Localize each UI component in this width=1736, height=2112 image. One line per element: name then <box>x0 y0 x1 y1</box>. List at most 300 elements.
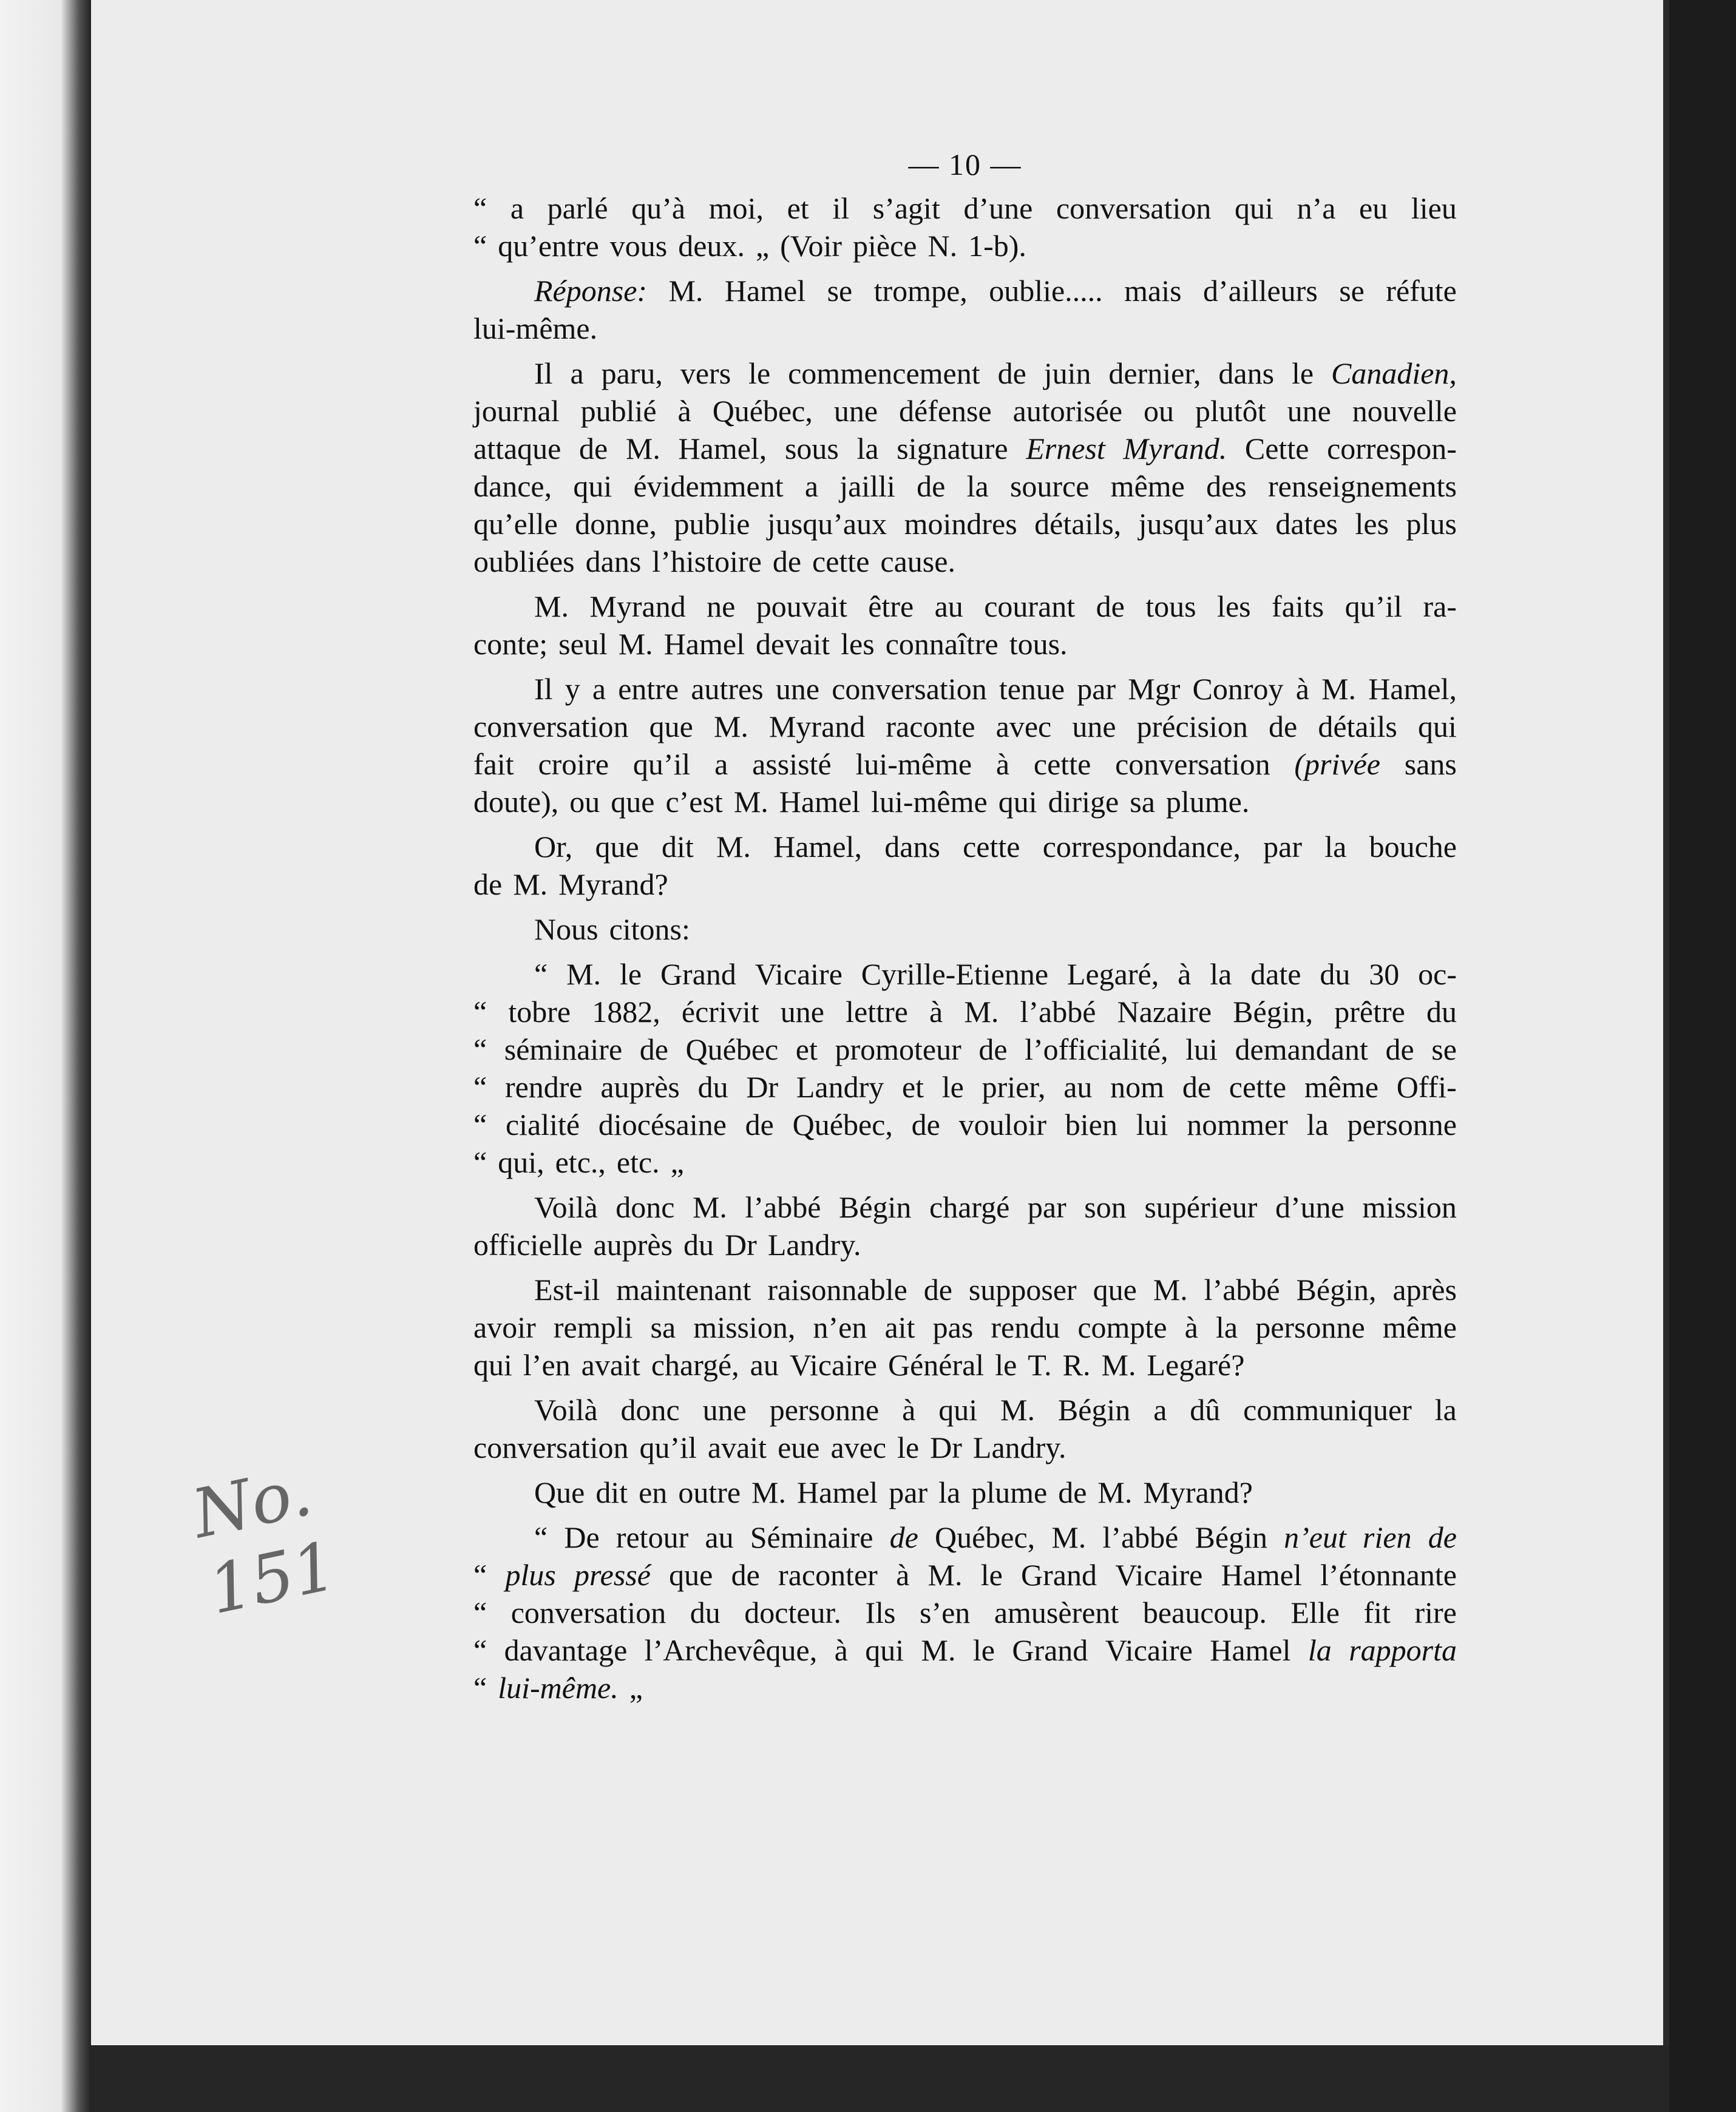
word: communiquer <box>1243 1393 1412 1427</box>
word: qui <box>938 1393 978 1427</box>
text-line <box>473 1391 1457 1429</box>
word: et <box>795 1032 818 1066</box>
text-line <box>473 910 1457 948</box>
word: „ <box>755 229 770 263</box>
word: jusqu’aux <box>767 507 887 541</box>
word: lui <box>1136 1108 1168 1142</box>
word: “ <box>473 1108 487 1142</box>
word: les <box>1355 507 1389 541</box>
word: Que <box>534 1475 585 1509</box>
word: M. <box>668 274 704 308</box>
word: la <box>856 432 879 465</box>
word: chargé, <box>651 1348 739 1382</box>
word: officielle <box>473 1228 583 1262</box>
word: Hamel, <box>1368 672 1457 706</box>
text-line <box>473 1143 1457 1181</box>
word: Bégin <box>839 1190 912 1224</box>
word: eu <box>1359 191 1388 225</box>
word: “ <box>473 191 487 225</box>
word: le <box>1291 356 1314 390</box>
word: n’eut <box>1284 1520 1346 1554</box>
word: avait <box>581 1348 640 1382</box>
word: tenue <box>999 672 1065 706</box>
word: qu’il <box>632 747 691 781</box>
word: y <box>565 672 580 706</box>
text-line <box>473 1669 1457 1707</box>
word: l’abbé <box>1102 1520 1179 1554</box>
word: M. <box>618 627 653 661</box>
word: conte; <box>473 627 548 661</box>
word: moi, <box>708 191 764 225</box>
word: il <box>832 191 850 225</box>
word: citons: <box>609 912 690 946</box>
text-line <box>473 1631 1457 1669</box>
word: lieu <box>1411 191 1457 225</box>
word: ra- <box>1423 589 1457 623</box>
text-line <box>473 745 1457 783</box>
word: de <box>1428 1520 1457 1554</box>
word: ne <box>707 589 736 623</box>
word: “ <box>473 1671 487 1705</box>
word: une <box>833 394 878 428</box>
word: Grand <box>660 957 736 991</box>
text-line <box>473 430 1457 467</box>
word: dernier, <box>1108 356 1201 390</box>
word: rapporta <box>1349 1633 1457 1667</box>
word: mission <box>1362 1190 1457 1224</box>
word: a <box>714 747 728 781</box>
word: la <box>1306 1108 1329 1142</box>
word: deux. <box>678 229 745 263</box>
word: Offi- <box>1396 1070 1457 1104</box>
word: Est-il <box>534 1273 600 1307</box>
word: donc <box>615 1190 675 1224</box>
word: l’abbé <box>745 1190 821 1224</box>
word: qui <box>1235 191 1273 225</box>
word: De <box>564 1520 600 1554</box>
word: 1882, <box>592 995 660 1029</box>
word: rien <box>1363 1520 1412 1554</box>
word: donne, <box>575 507 657 541</box>
word: Bégin <box>1195 1520 1267 1554</box>
word: Myrand. <box>1123 432 1227 465</box>
word: une <box>1072 709 1116 743</box>
word: ou <box>569 785 600 819</box>
word: demandant <box>1235 1032 1368 1066</box>
text-line <box>473 227 1457 265</box>
word: M. <box>751 1475 787 1509</box>
word: vers <box>680 356 731 390</box>
word: pièce <box>853 229 917 263</box>
word: Québec, <box>934 1520 1036 1554</box>
word: même <box>1382 1310 1457 1344</box>
word: avoir <box>473 1310 536 1344</box>
word: Séminaire <box>750 1520 873 1554</box>
word: par <box>889 1475 928 1509</box>
word: tous <box>1145 589 1196 623</box>
word: cette <box>963 830 1020 864</box>
word: Il <box>534 356 553 390</box>
word: parlé <box>547 191 608 225</box>
word: de <box>917 469 946 503</box>
word: du <box>690 1596 721 1630</box>
word: autorisée <box>1012 394 1123 428</box>
word: par <box>1263 830 1302 864</box>
text-line <box>473 670 1457 708</box>
word: que <box>649 709 693 743</box>
word: qui <box>473 1348 512 1382</box>
word: plume. <box>1165 785 1250 819</box>
word: nom <box>1110 1070 1165 1104</box>
word: dans <box>1218 356 1275 390</box>
word: à <box>902 1393 916 1427</box>
word: d’une <box>963 191 1033 225</box>
word: que <box>669 1558 713 1592</box>
word: jusqu’aux <box>1138 507 1258 541</box>
word: de <box>731 1558 760 1592</box>
word: qu’à <box>631 191 686 225</box>
text-line <box>473 354 1457 392</box>
word: correspon- <box>1327 432 1457 465</box>
word: qui <box>865 1633 904 1667</box>
word: doute), <box>473 785 559 819</box>
word: dance, <box>473 469 552 503</box>
text-line <box>473 1429 1457 1466</box>
word: même <box>1304 1070 1379 1104</box>
word: etc., <box>555 1145 606 1179</box>
word: seul <box>558 627 608 661</box>
word: chargé <box>929 1190 1010 1224</box>
word: une <box>1287 394 1331 428</box>
word: qui <box>998 785 1037 819</box>
word: de <box>1385 1032 1414 1066</box>
text-line <box>473 1556 1457 1594</box>
word: a <box>510 191 524 225</box>
word: conversation <box>832 672 987 706</box>
word: l’en <box>523 1348 571 1382</box>
word: s’agit <box>872 191 940 225</box>
word: la <box>1324 830 1347 864</box>
word: du <box>697 1070 728 1104</box>
word: M. <box>921 1633 956 1667</box>
word: à <box>834 1633 848 1667</box>
word: Ernest <box>1026 432 1105 465</box>
text-line <box>473 1346 1457 1384</box>
word: journal <box>473 394 560 428</box>
page-text <box>473 146 1457 1707</box>
word: Dr <box>746 1070 779 1104</box>
word: personne <box>1347 1108 1457 1142</box>
word: faits <box>1272 589 1324 623</box>
word: du <box>1426 995 1457 1029</box>
word: dates <box>1275 507 1338 541</box>
word: “ <box>473 1070 487 1104</box>
word: M. <box>927 1558 963 1592</box>
word: sa <box>1130 785 1155 819</box>
text-line <box>473 587 1457 625</box>
text-line <box>473 1308 1457 1346</box>
word: juin <box>1043 356 1091 390</box>
word: Hamel <box>797 1475 878 1509</box>
text-line <box>473 865 1457 903</box>
word: donc <box>620 1393 680 1427</box>
word: a <box>1153 1393 1167 1427</box>
word: fait <box>473 747 514 781</box>
word: dit <box>661 830 694 864</box>
word: “ <box>473 1032 487 1066</box>
text-line <box>473 1474 1457 1511</box>
word: la <box>1210 957 1232 991</box>
word: le <box>897 1430 920 1464</box>
word: de <box>1058 1475 1087 1509</box>
word: défense <box>898 394 992 428</box>
word: à <box>929 995 943 1029</box>
word: de <box>579 432 608 465</box>
word: signature <box>897 432 1008 465</box>
text-line <box>473 392 1457 430</box>
word: M. <box>716 830 751 864</box>
word: la <box>1307 1633 1332 1667</box>
text-line <box>473 467 1457 505</box>
word: Grand <box>1012 1633 1088 1667</box>
word: M. <box>534 589 569 623</box>
word: cette <box>1229 1070 1287 1104</box>
word: cette <box>812 544 870 578</box>
word: l’étonnante <box>1320 1558 1457 1592</box>
word: cause. <box>880 544 955 578</box>
word: R. <box>1062 1348 1091 1382</box>
word: sous <box>784 432 839 465</box>
word: mission, <box>693 1310 796 1344</box>
text-line <box>473 1106 1457 1143</box>
word: T. <box>1028 1348 1052 1382</box>
word: M. <box>964 995 999 1029</box>
word: son <box>1084 1190 1127 1224</box>
word: lui-même <box>855 747 972 781</box>
word: vouloir <box>958 1108 1046 1142</box>
word: Myrand <box>589 589 686 623</box>
word: une <box>775 672 820 706</box>
word: être <box>868 589 914 623</box>
word: Landry. <box>972 1430 1066 1464</box>
word: n’a <box>1297 191 1336 225</box>
word: se <box>1339 274 1365 308</box>
text-line <box>473 1188 1457 1226</box>
word: les <box>1217 589 1251 623</box>
word: plume <box>971 1475 1048 1509</box>
text-line <box>473 1594 1457 1631</box>
word: “ <box>473 1145 487 1179</box>
text-line <box>473 828 1457 865</box>
word: Vicaire <box>1115 1558 1203 1592</box>
word: Nazaire <box>1117 995 1212 1029</box>
word: de <box>745 1108 774 1142</box>
word: N. <box>927 229 958 263</box>
word: date <box>1250 957 1301 991</box>
word: mais <box>1124 274 1182 308</box>
word: bouche <box>1369 830 1457 864</box>
word: personne <box>769 1393 880 1427</box>
text-line <box>473 955 1457 993</box>
word: Canadien, <box>1331 356 1457 390</box>
text-line <box>473 993 1457 1031</box>
word: M. <box>1051 1520 1087 1554</box>
word: même <box>1110 469 1185 503</box>
word: de <box>978 1032 1008 1066</box>
word: le <box>995 1348 1017 1382</box>
word: auprès <box>593 1228 673 1262</box>
word: qu’il <box>1344 589 1402 623</box>
word: compte <box>1077 1310 1167 1344</box>
text-line <box>473 543 1457 580</box>
word: cialité <box>505 1108 580 1142</box>
word: paru, <box>601 356 663 390</box>
word: fit <box>1363 1596 1391 1630</box>
word: M. <box>1000 1393 1035 1427</box>
word: lui <box>1185 1032 1218 1066</box>
word: séminaire <box>504 1032 623 1066</box>
word: etc. <box>616 1145 660 1179</box>
word: M. <box>713 709 748 743</box>
word: ait <box>884 1310 915 1344</box>
word: Réponse: <box>534 274 648 308</box>
word: “ <box>473 229 487 263</box>
word: „ <box>629 1671 643 1705</box>
word: écrivit <box>681 995 759 1029</box>
page-binding-edge <box>0 0 91 2112</box>
word: Bégin, <box>1296 1273 1377 1307</box>
word: Or, <box>534 830 573 864</box>
word: jailli <box>839 469 895 503</box>
word: M. <box>1321 672 1357 706</box>
word: Québec, <box>792 1108 893 1142</box>
word: le <box>748 356 771 390</box>
word: M. <box>733 785 768 819</box>
word: a <box>570 356 584 390</box>
word: raisonnable <box>767 1273 907 1307</box>
word: l’officialité, <box>1025 1032 1168 1066</box>
word: conversation <box>473 1430 629 1464</box>
text-line <box>473 1518 1457 1556</box>
word: autres <box>691 672 764 706</box>
word: connaître <box>885 627 999 661</box>
word: M. <box>513 867 548 901</box>
word: qu’elle <box>473 507 558 541</box>
word: c’est <box>665 785 723 819</box>
word: attaque <box>473 432 561 465</box>
word: rendu <box>991 1310 1060 1344</box>
word: Hamel, <box>773 830 862 864</box>
word: lui-même. <box>473 311 598 345</box>
word: vous <box>609 229 668 263</box>
word: Mgr <box>1128 672 1181 706</box>
word: trompe, <box>873 274 968 308</box>
text-line <box>473 272 1457 310</box>
word: qui, <box>498 1145 544 1179</box>
word: la <box>1434 1393 1457 1427</box>
word: Landry <box>796 1070 884 1104</box>
word: “ <box>534 957 548 991</box>
word: renseignements <box>1267 469 1457 503</box>
word: par <box>1077 672 1116 706</box>
text-line <box>473 505 1457 543</box>
word: lui-même <box>871 785 988 819</box>
word: du <box>1320 957 1351 991</box>
word: que <box>595 830 639 864</box>
word: Vicaire <box>754 957 843 991</box>
word: promoteur <box>835 1032 961 1066</box>
word: n’en <box>813 1310 867 1344</box>
word: nouvelle <box>1352 394 1457 428</box>
handwritten-margin-note: No. 151 <box>186 1452 343 1630</box>
word: avec <box>830 1430 887 1464</box>
word: d’ailleurs <box>1202 274 1318 308</box>
word: maintenant <box>616 1273 751 1307</box>
word: source <box>1009 469 1090 503</box>
word: de <box>1269 709 1298 743</box>
word: 30 <box>1369 957 1400 991</box>
word: publie <box>674 507 750 541</box>
word: au <box>750 1348 779 1382</box>
word: „ <box>670 1145 684 1179</box>
word: une <box>780 995 824 1029</box>
word: se <box>827 274 853 308</box>
word: prêtre <box>1334 995 1405 1029</box>
text-line <box>473 1226 1457 1264</box>
word: plus <box>505 1558 556 1592</box>
text-line <box>473 1031 1457 1068</box>
word: (Voir <box>780 229 843 263</box>
word: des <box>1206 469 1247 503</box>
word: Dr <box>930 1430 962 1464</box>
word: qu’entre <box>498 229 599 263</box>
word: rendre <box>504 1070 583 1104</box>
word: diocésaine <box>598 1108 727 1142</box>
word: se <box>1431 1032 1457 1066</box>
word: eue <box>778 1430 820 1464</box>
word: Voilà <box>534 1190 598 1224</box>
word: correspondance, <box>1042 830 1241 864</box>
word: Hamel, <box>678 432 767 465</box>
word: de <box>889 1520 918 1554</box>
word: conversation <box>473 709 629 743</box>
word: “ <box>473 995 487 1029</box>
word: la <box>938 1475 961 1509</box>
word: de <box>997 356 1026 390</box>
word: Cette <box>1244 432 1309 465</box>
word: et <box>787 191 809 225</box>
word: de <box>923 1273 952 1307</box>
word: M. <box>1097 1475 1133 1509</box>
word: Nous <box>534 912 598 946</box>
word: raconter <box>778 1558 878 1592</box>
page-number: — 10 — <box>908 147 1022 181</box>
word: de <box>1182 1070 1212 1104</box>
word: pas <box>932 1310 974 1344</box>
word: entre <box>618 672 679 706</box>
word: auprès <box>600 1070 680 1104</box>
word: supérieur <box>1144 1190 1258 1224</box>
word: du <box>683 1228 714 1262</box>
word: Ils <box>865 1596 896 1630</box>
word: docteur. <box>744 1596 841 1630</box>
word: d’une <box>1275 1190 1344 1224</box>
word: Vicaire <box>789 1348 877 1382</box>
word: à <box>1178 957 1192 991</box>
word: Bégin, <box>1233 995 1314 1029</box>
word: à <box>1295 672 1309 706</box>
word: M. <box>1153 1273 1188 1307</box>
